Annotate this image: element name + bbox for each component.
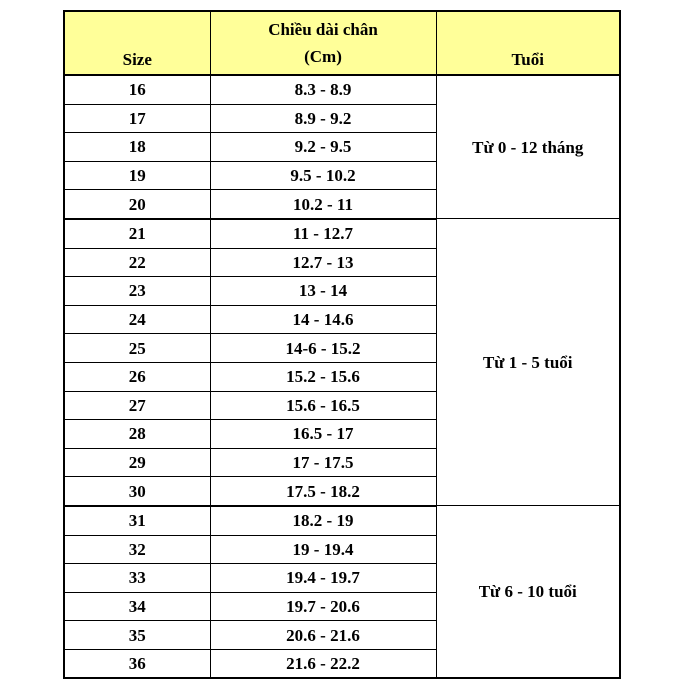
foot-length-cell: 17 - 17.5	[210, 448, 436, 477]
foot-length-cell: 8.9 - 9.2	[210, 104, 436, 133]
size-cell: 25	[64, 334, 210, 363]
age-group-cell: Từ 6 - 10 tuổi	[436, 506, 620, 679]
size-cell: 32	[64, 535, 210, 564]
foot-length-cell: 21.6 - 22.2	[210, 649, 436, 678]
foot-length-cell: 19.7 - 20.6	[210, 592, 436, 621]
table-row	[64, 506, 620, 535]
size-cell: 28	[64, 420, 210, 449]
foot-length-cell: 15.2 - 15.6	[210, 362, 436, 391]
header-row	[64, 11, 620, 75]
header-size: Size	[64, 11, 210, 75]
foot-length-cell: 9.2 - 9.5	[210, 133, 436, 162]
size-cell: 33	[64, 564, 210, 593]
header-age: Tuổi	[436, 11, 620, 75]
size-cell: 29	[64, 448, 210, 477]
header-foot-length-line2: (Cm)	[304, 47, 342, 66]
table-row	[64, 75, 620, 104]
foot-length-cell: 13 - 14	[210, 277, 436, 306]
foot-length-cell: 19 - 19.4	[210, 535, 436, 564]
foot-length-cell: 18.2 - 19	[210, 506, 436, 535]
size-cell: 34	[64, 592, 210, 621]
foot-length-cell: 14 - 14.6	[210, 305, 436, 334]
header-foot-length-line1: Chiều dài chân	[268, 20, 378, 39]
foot-length-cell: 9.5 - 10.2	[210, 161, 436, 190]
size-cell: 20	[64, 190, 210, 219]
foot-length-cell: 14-6 - 15.2	[210, 334, 436, 363]
header-foot-length	[210, 11, 436, 75]
foot-length-cell: 15.6 - 16.5	[210, 391, 436, 420]
foot-length-cell: 12.7 - 13	[210, 248, 436, 277]
size-chart-table	[63, 10, 621, 679]
size-cell: 23	[64, 277, 210, 306]
foot-length-cell: 20.6 - 21.6	[210, 621, 436, 650]
size-cell: 27	[64, 391, 210, 420]
size-cell: 16	[64, 75, 210, 104]
foot-length-cell: 8.3 - 8.9	[210, 75, 436, 104]
foot-length-cell: 17.5 - 18.2	[210, 477, 436, 506]
size-cell: 26	[64, 362, 210, 391]
foot-length-cell: 16.5 - 17	[210, 420, 436, 449]
size-cell: 21	[64, 219, 210, 248]
table-body	[64, 75, 620, 678]
size-cell: 17	[64, 104, 210, 133]
size-cell: 35	[64, 621, 210, 650]
foot-length-cell: 10.2 - 11	[210, 190, 436, 219]
foot-length-cell: 19.4 - 19.7	[210, 564, 436, 593]
size-cell: 22	[64, 248, 210, 277]
size-cell: 36	[64, 649, 210, 678]
table-row	[64, 219, 620, 248]
age-group-cell: Từ 1 - 5 tuổi	[436, 219, 620, 506]
foot-length-cell: 11 - 12.7	[210, 219, 436, 248]
size-cell: 24	[64, 305, 210, 334]
age-group-cell: Từ 0 - 12 tháng	[436, 75, 620, 219]
size-cell: 19	[64, 161, 210, 190]
size-cell: 31	[64, 506, 210, 535]
size-cell: 30	[64, 477, 210, 506]
size-cell: 18	[64, 133, 210, 162]
